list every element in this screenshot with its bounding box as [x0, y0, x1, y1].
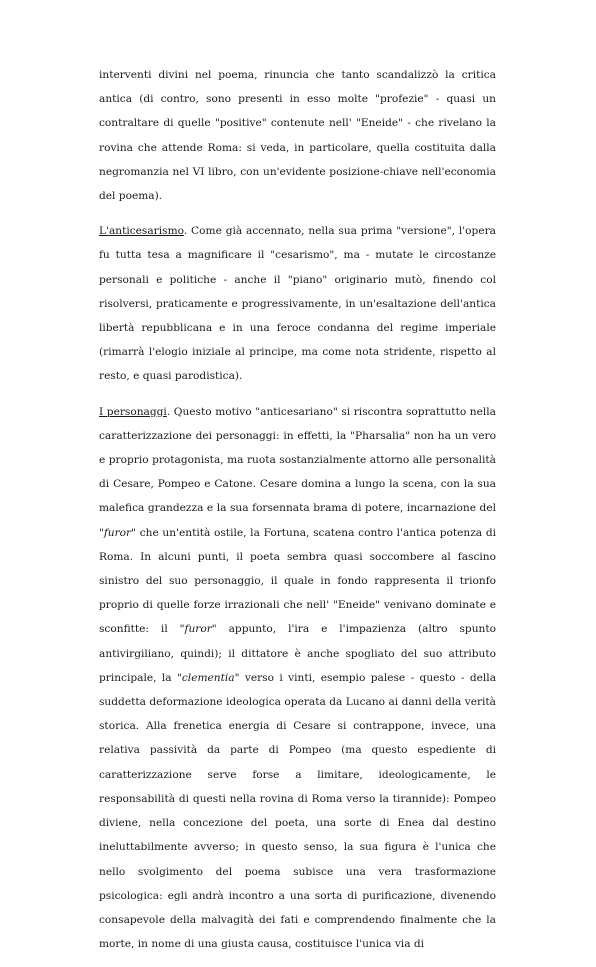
paragraph-text: interventi divini nel poema, rinuncia che tanto scandalizzò la critica antica (di contro, sono presenti in esso molte "profezie" - quasi un contraltare di quelle "positive" contenute nell' "Eneide" - che rivelano la rovina che attende Roma: si veda, in particolare, quella costituita dalla negromanzia nel VI libro, con un'evidente posizione-chiave nell'economia del poema). [99, 69, 496, 203]
paragraph-text: " che un'entità ostile, la Fortuna, scatena contro l'antica potenza di Roma. In alcuni punti, il poeta sembra quasi soccombere al fascino sinistro del suo personaggio, il quale in fondo rappresenta il trionfo proprio di quelle forze irrazionali che nell' "Eneide" venivano dominate e sconfitte: il " [99, 526, 496, 636]
paragraph-text: " appunto, l'ira e l'impazienza (altro spunto antivirgiliano, quindi); il dittatore è anche spogliato del suo attributo principale, la " [99, 623, 496, 684]
paragraph-text: . Questo motivo "anticesariano" si riscontra soprattutto nella caratterizzazione dei personaggi: in effetti, la "Pharsalia" non ha un vero e proprio protagonista, ma ruota sostanzialmente attorno alle personalità di Cesare, Pompeo e Catone. Cesare domina a lungo la scena, con la sua malefica grandezza e la sua forsennata brama di potere, incarnazione del " [99, 405, 496, 539]
section-heading-personaggi: I personaggi [99, 405, 167, 418]
section-heading-anticesarismo: L'anticesarismo [99, 225, 184, 238]
document-page [99, 63, 496, 967]
paragraph-personaggi [99, 400, 496, 957]
paragraph-text: " verso i vinti, esempio palese - questo - della suddetta deformazione ideologica operata da Lucano ai danni della verità storica. Alla frenetica energia di Cesare si contrappone, invece, una relativa passività da parte di Pompeo (ma questo espediente di caratterizzazione serve forse a limitare, ideologicamente, le responsabilità di questi nella rovina di Roma verso la tirannide): Pompeo diviene, nella concezione del poeta, una sorte di Enea dal destino ineluttabilmente avverso; in questo senso, la sua figura è l'unica che nello svolgimento del poema subisce una vera trasformazione psicologica: egli andrà incontro a una sorta di purificazione, divenendo consapevole della malvagità dei fati e comprendendo finalmente che la morte, in nome di una giusta causa, costituisce l'unica via di [99, 671, 497, 951]
paragraph-text: . Come già accennato, nella sua prima "versione", l'opera fu tutta tesa a magnificare il "cesarismo", ma - mutate le circostanze personali e politiche - anche il "piano" originario mutò, finendo col risolversi, praticamente e progressivamente, in un'esaltazione dell'antica libertà repubblicana e in una feroce condanna del regime imperiale (rimarrà l'elogio iniziale al principe, ma come nota stridente, rispetto al resto, e quasi parodistica). [99, 225, 496, 383]
italic-term-furor: furor [103, 526, 132, 539]
italic-term-clementia: clementia [181, 671, 235, 684]
paragraph-divine-interventions [99, 63, 496, 208]
italic-term-furor: furor [184, 623, 212, 636]
paragraph-anticesarismo [99, 219, 496, 388]
